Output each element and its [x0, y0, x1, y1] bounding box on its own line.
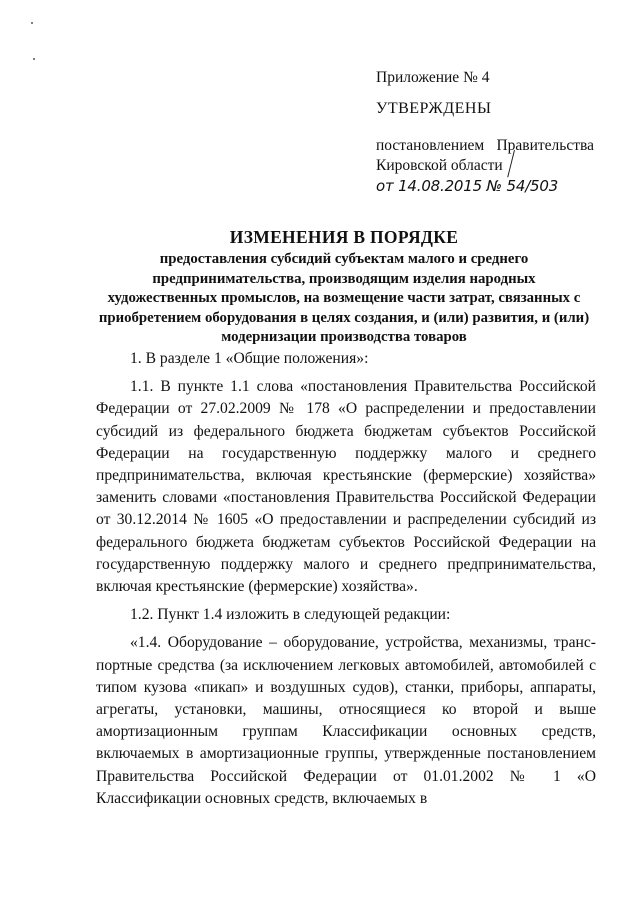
document-title [96, 226, 592, 348]
scan-speck [31, 22, 33, 24]
decree-number-date: от 14.08.2015 № 54/503 [376, 177, 559, 195]
paragraph-1-1: 1.1. В пункте 1.1 слова «постановления Правительства Российской Федерации от 27.02.2009 № 178 «О распределении и предоставлении субсидий из федерального бюджета бюджетам субъектов Российской Федерации на государственную поддержку малого и среднего предпринимательства, включая крестьянские (фермерские) хозяйства» заменить словами «постановления Правительства Российской Федерации от 30.12.2014 № 1605 «О предоставлении и распределении субсидий из федерального бюджета бюджетам субъектов Российской Федерации на государственную поддержку малого и среднего предпринимательства, включая крестьянские (фермерские) хозяйства». [96, 378, 596, 596]
decree-line-1 [376, 136, 594, 156]
decree-block [376, 136, 594, 196]
annex-label: Приложение № 4 [376, 69, 490, 86]
paragraph-1-2: 1.2. Пункт 1.4 изложить в следующей редакции: [130, 606, 451, 624]
title-subtitle: предоставления субсидий субъектам малого и среднего предпринимательства, производящим изделия народных художественных промыслов, на возмещение части затрат, связанных с приобретением оборудования в целях создания, и (или) развития, и (или) модернизации производства товаров [98, 251, 590, 345]
scan-speck [33, 58, 35, 60]
paragraph-1: 1. В разделе 1 «Общие положения»: [130, 350, 369, 367]
title-main: ИЗМЕНЕНИЯ В ПОРЯДКЕ [229, 227, 459, 247]
approved-label: УТВЕРЖДЕНЫ [376, 100, 492, 117]
decree-government: Правительства [496, 137, 594, 154]
decree-word: постановлением [376, 137, 485, 154]
document-body [96, 348, 596, 816]
paragraph-1-4-text: «1.4. Оборудование – оборудование, устройства, механизмы, транспортные средства (за исключением легковых автомобилей, автомобилей с типом кузова «пикап» и воздушных судов), станки, приборы, аппараты, агрегаты, установки, машины, относящиеся ко второй и выше амортизационным группам Классификации основных средств, включаемых в амортизационные группы, утвержденные постановлением Правительства Российской Федерации от 01.01.2002 № 1 «О Классификации основных средств, включаемых в [96, 634, 596, 807]
decree-region: Кировской области [376, 157, 503, 174]
